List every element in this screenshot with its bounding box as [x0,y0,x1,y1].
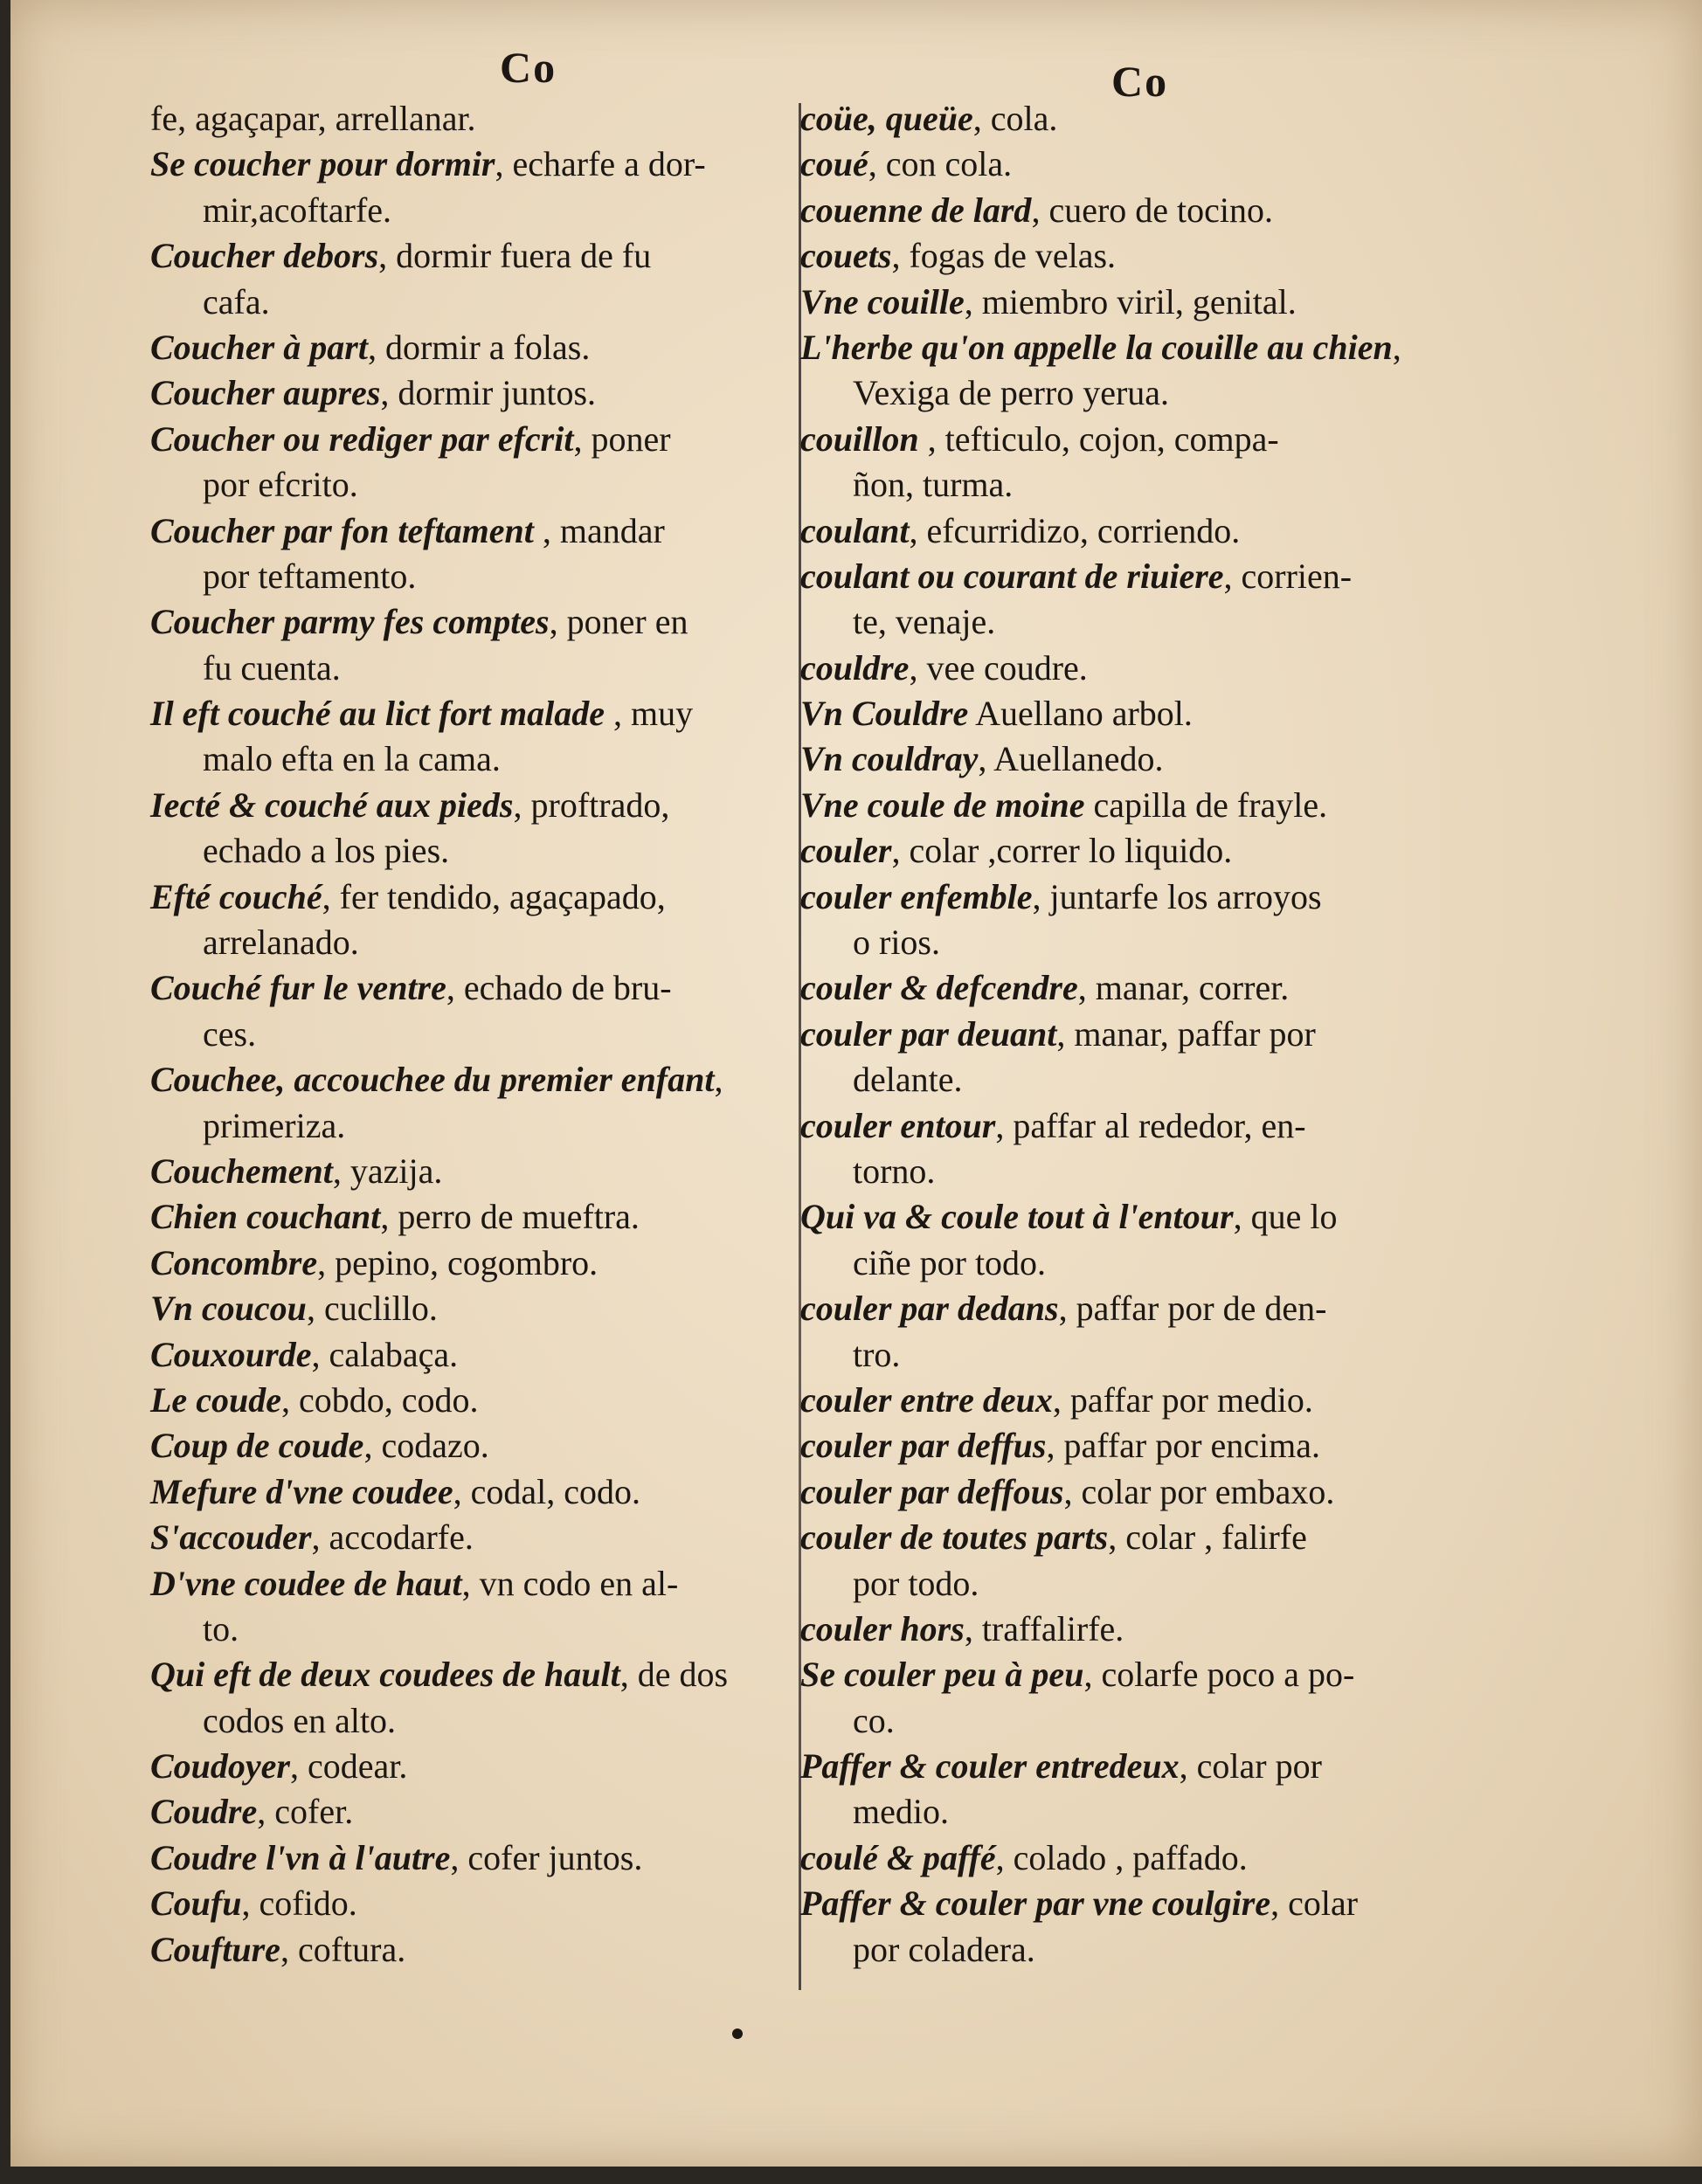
definition: , colar ,correr lo liquido. [891,831,1233,871]
definition: ces. [203,1013,257,1054]
dictionary-line [800,828,1482,874]
definition: fe, agaçapar, arrellanar. [150,99,476,138]
headword: couldre [800,647,910,688]
dictionary-line [800,508,1482,554]
dictionary-line [800,1561,1482,1607]
headword: coüe, queüe [800,99,973,138]
definition: , pepino, cogombro. [317,1242,598,1282]
headword: couler par deuant [800,1013,1057,1054]
dictionary-line [150,1927,797,1973]
definition: ñon, turma. [853,465,1014,505]
dictionary-line [150,370,797,416]
headword: Coucher aupres [150,373,381,413]
definition: capilla de frayle. [1084,784,1328,825]
dictionary-line [150,691,797,736]
headword: couler de toutes parts [800,1517,1109,1558]
dictionary-line [150,1515,797,1560]
headword: Vn coucou [150,1289,307,1329]
headword: couler par deffus [800,1426,1047,1466]
definition: , colado , paffado. [995,1837,1248,1877]
headword: coué [800,144,868,184]
headword: couler par deffous [800,1471,1064,1511]
definition: , manar, correr. [1077,968,1290,1008]
signature-dot [732,2028,743,2039]
dictionary-line [150,96,797,142]
headword: Mefure d'vne coudee [150,1471,453,1511]
headword: couler [800,831,892,871]
dictionary-line [800,1607,1482,1652]
headword: Couchee, accouchee du premier enfant [150,1060,715,1100]
headword: couler entre deux [800,1379,1053,1420]
dictionary-line [150,1012,797,1057]
dictionary-line [150,646,797,691]
definition: , paffar por encima. [1046,1426,1321,1466]
definition: , poner [573,418,671,459]
dictionary-line [800,1927,1482,1973]
dictionary-line [150,965,797,1011]
headword: Couchement [150,1151,333,1191]
definition: , cuclillo. [306,1289,438,1329]
definition: , perro de mueftra. [380,1197,640,1237]
headword: couenne de lard [800,190,1032,230]
dictionary-line [800,1378,1482,1423]
dictionary-line [800,1698,1482,1744]
dictionary-line [800,1423,1482,1469]
headword: couler enfemble [800,876,1033,916]
headword: Paffer & couler par vne coulgire [800,1883,1271,1924]
headword: D'vne coudee de haut [150,1563,462,1603]
definition: , traffalirfe. [964,1608,1124,1648]
headword: Concombre [150,1242,318,1282]
dictionary-line [800,1057,1482,1102]
dictionary-line [150,1835,797,1881]
definition: , paffar por de den- [1058,1289,1327,1329]
dictionary-line [800,691,1482,736]
headword: Coudre [150,1792,258,1832]
dictionary-line [150,1057,797,1102]
dictionary-line [150,1194,797,1240]
definition: , cofer juntos. [450,1837,643,1877]
dictionary-line [150,1378,797,1423]
definition: ciñe por todo. [853,1242,1047,1282]
dictionary-line [800,370,1482,416]
definition: , manar, paffar por [1056,1013,1316,1054]
headword: Chien couchant [150,1197,381,1237]
definition: torno. [853,1151,936,1191]
dictionary-line [150,280,797,325]
definition: , colarfe poco a po- [1083,1655,1355,1695]
definition: primeriza. [203,1105,346,1145]
dictionary-line [150,233,797,279]
dictionary-line [150,1103,797,1149]
dictionary-line [150,1881,797,1926]
dictionary-line [800,1515,1482,1560]
headword: Efté couché [150,876,322,916]
dictionary-line [800,233,1482,279]
headword: Coucher par fon teftament [150,510,534,550]
dictionary-line [800,599,1482,645]
definition: , [1392,327,1401,367]
headword: Vn Couldre [800,694,969,734]
dictionary-line [800,736,1482,782]
definition: por teftamento. [203,556,417,596]
headword: couillon [800,418,919,459]
definition: , dormir fuera de fu [378,236,652,276]
dictionary-line [150,417,797,462]
definition: , dormir juntos. [380,373,597,413]
definition: tro. [853,1334,901,1374]
definition: , de dos [619,1655,729,1695]
definition: , Auellanedo. [978,739,1164,779]
dictionary-line [800,1332,1482,1378]
dictionary-line [800,920,1482,965]
dictionary-line [150,1241,797,1286]
dictionary-line [800,1012,1482,1057]
headword: couler par dedans [800,1289,1059,1329]
definition: por coladera. [853,1929,1035,1969]
definition: , paffar al rededor, en- [995,1105,1306,1145]
definition: , colar [1270,1883,1359,1924]
definition: , cola. [972,99,1058,138]
dictionary-line [150,1561,797,1607]
headword: Qui va & coule tout à l'entour [800,1197,1234,1237]
dictionary-line [150,188,797,233]
headword: Iecté & couché aux pieds [150,784,514,825]
dictionary-line [150,1652,797,1697]
dictionary-line [800,1241,1482,1286]
definition: , efcurridizo, corriendo. [909,510,1241,550]
definition: , colar , falirfe [1108,1517,1307,1558]
dictionary-line [800,417,1482,462]
dictionary-line [800,1652,1482,1697]
dictionary-line [800,1744,1482,1789]
headword: couler hors [800,1608,965,1648]
definition: to. [203,1608,239,1648]
dictionary-line [800,1103,1482,1149]
dictionary-line [800,96,1482,142]
headword: Se coucher pour dormir [150,144,495,184]
definition: , juntarfe los arroyos [1032,876,1322,916]
headword: Coufture [150,1929,280,1969]
dictionary-line [150,554,797,599]
dictionary-line [800,1286,1482,1331]
headword: Coucher parmy fes comptes [150,602,550,642]
dictionary-line [800,188,1482,233]
definition: , codal, codo. [453,1471,640,1511]
headword: Coudoyer [150,1746,290,1787]
headword: Coup de coude [150,1426,364,1466]
dictionary-line [150,1698,797,1744]
headword: Paffer & couler entredeux [800,1746,1180,1787]
dictionary-line [150,599,797,645]
definition: codos en alto. [203,1700,397,1740]
dictionary-line [150,1149,797,1194]
dictionary-line [150,1607,797,1652]
definition: , calabaça. [311,1334,459,1374]
definition: echado a los pies. [203,831,450,871]
running-header-right: Co [1111,57,1169,106]
definition: , que lo [1233,1197,1338,1237]
headword: Coufu [150,1883,242,1924]
headword: Couxourde [150,1334,312,1374]
definition: , poner en [549,602,688,642]
dictionary-line [150,462,797,508]
dictionary-line [800,1789,1482,1835]
dictionary-line [800,1835,1482,1881]
dictionary-line [150,508,797,554]
dictionary-line [800,965,1482,1011]
definition: Auellano arbol. [968,694,1193,734]
definition: , proftrado, [513,784,670,825]
definition: , cofer. [257,1792,354,1832]
definition: , miembro viril, genital. [964,281,1297,321]
book-page [10,0,1702,2167]
dictionary-line [150,325,797,370]
headword: S'accouder [150,1517,312,1558]
dictionary-line [800,554,1482,599]
headword: Il eft couché au lict fort malade [150,694,605,734]
dictionary-line [800,1194,1482,1240]
definition: Vexiga de perro yerua. [853,373,1170,413]
running-header-left: Co [500,43,557,92]
dictionary-line [150,1469,797,1515]
headword: coulant [800,510,910,550]
dictionary-line [800,783,1482,828]
headword: Coucher à part [150,327,368,367]
definition: cafa. [203,281,270,321]
definition: , codear. [290,1746,408,1787]
definition: , yazija. [332,1151,443,1191]
headword: coulé & paffé [800,1837,996,1877]
dictionary-line [800,1149,1482,1194]
right-column [800,96,1482,1973]
headword: couler & defcendre [800,968,1078,1008]
dictionary-line [150,1744,797,1789]
definition: , echarfe a dor- [495,144,706,184]
definition: mir,acoftarfe. [203,190,392,230]
definition: te, venaje. [853,602,996,642]
definition: , colar por embaxo. [1063,1471,1335,1511]
definition: medio. [853,1792,949,1832]
definition: delante. [853,1060,963,1100]
dictionary-line [150,828,797,874]
left-column [150,96,797,1973]
dictionary-line [800,462,1482,508]
dictionary-line [800,142,1482,187]
headword: Se couler peu à peu [800,1655,1084,1695]
definition: , cobdo, codo. [280,1379,479,1420]
definition: , tefticulo, cojon, compa- [918,418,1279,459]
dictionary-line [800,646,1482,691]
definition: , vn codo en al- [461,1563,679,1603]
definition: o rios. [853,923,940,963]
headword: couets [800,236,892,276]
dictionary-line [800,280,1482,325]
headword: couler entour [800,1105,996,1145]
headword: Coucher ou rediger par efcrit [150,418,574,459]
definition: , mandar [533,510,665,550]
dictionary-line [150,1332,797,1378]
definition: , cuero de tocino. [1031,190,1273,230]
definition: arrelanado. [203,923,359,963]
headword: Vne couille [800,281,965,321]
dictionary-line [150,1789,797,1835]
definition: , dormir a folas. [367,327,591,367]
dictionary-line [150,1423,797,1469]
headword: L'herbe qu'on appelle la couille au chien [800,327,1393,367]
definition: , colar por [1179,1746,1322,1787]
definition: , fogas de velas. [891,236,1117,276]
headword: Qui eft de deux coudees de hault [150,1655,620,1695]
definition: malo efta en la cama. [203,739,501,779]
headword: Couché fur le ventre [150,968,446,1008]
definition: , con cola. [868,144,1013,184]
dictionary-line [150,783,797,828]
dictionary-line [800,1881,1482,1926]
definition: , [714,1060,723,1100]
dictionary-line [150,1286,797,1331]
definition: , coftura. [280,1929,406,1969]
headword: coulant ou courant de riuiere [800,556,1224,596]
definition: , echado de bru- [446,968,672,1008]
definition: , codazo. [363,1426,489,1466]
definition: , vee coudre. [909,647,1088,688]
dictionary-line [150,920,797,965]
definition: , corrien- [1223,556,1353,596]
headword: Vne coule de moine [800,784,1085,825]
dictionary-line [150,736,797,782]
dictionary-line [150,142,797,187]
definition: , cofido. [241,1883,357,1924]
dictionary-line [800,874,1482,920]
dictionary-line [800,325,1482,370]
definition: , fer tendido, agaçapado, [322,876,666,916]
definition: co. [853,1700,895,1740]
definition: fu cuenta. [203,647,341,688]
headword: Le coude [150,1379,281,1420]
definition: , paffar por medio. [1052,1379,1313,1420]
headword: Coudre l'vn à l'autre [150,1837,451,1877]
definition: por todo. [853,1563,979,1603]
headword: Coucher debors [150,236,379,276]
definition: , muy [604,694,694,734]
dictionary-line [150,874,797,920]
definition: por efcrito. [203,465,358,505]
definition: , accodarfe. [311,1517,474,1558]
headword: Vn couldray [800,739,979,779]
dictionary-line [800,1469,1482,1515]
